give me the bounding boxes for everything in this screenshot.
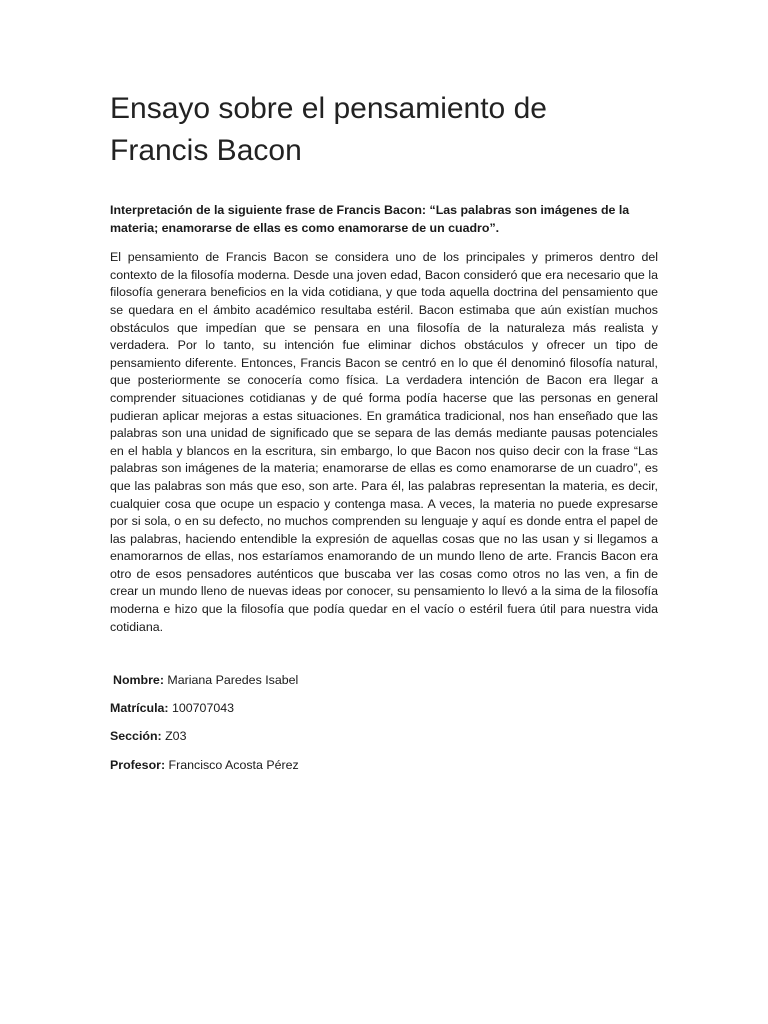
id-value: 100707043 bbox=[171, 701, 235, 716]
name-label: Nombre: bbox=[113, 673, 164, 688]
id-label: Matrícula: bbox=[110, 701, 169, 716]
id-field bbox=[110, 700, 658, 718]
teacher-label: Profesor: bbox=[110, 757, 166, 772]
section-field bbox=[110, 728, 658, 746]
teacher-field bbox=[110, 757, 658, 775]
student-info bbox=[110, 672, 658, 774]
document-page bbox=[110, 88, 658, 785]
section-label: Sección: bbox=[110, 729, 162, 744]
section-value: Z03 bbox=[165, 729, 187, 744]
document-body: El pensamiento de Francis Bacon se considera uno de los principales y primeros dentro del contexto de la filosofía moderna. Desde una joven edad, Bacon consideró que era necesario que la filosofía generara beneficios en la vida cotidiana, y que toda aquella doctrina del pensamiento que se quedara en el ámbito académico resultaba estéril. Bacon estimaba que aún existían muchos obstáculos que impedían que se pensara en una filosofía de la naturaleza más realista y verdadera. Por lo tanto, su intención fue eliminar dichos obstáculos y ofrecer un tipo de pensamiento diferente. Entonces, Francis Bacon se centró en lo que él denominó filosofía natural, que posteriormente se conocería como física. La verdadera intención de Bacon era llegar a comprender situaciones cotidianas y de qué forma podía hacerse que las personas en general pudieran aplicar mejoras a estas situaciones. En gramática tradicional, nos han enseñado que las palabras son una unidad de significado que se separa de las demás mediante pausas potenciales en el habla y blancos en la escritura, sin embargo, lo que Bacon nos quiso decir con la frase “Las palabras son imágenes de la materia; enamorarse de ellas es como enamorarse de un cuadro”, es que las palabras son más que eso, son arte. Para él, las palabras representan la materia, es decir, cualquier cosa que ocupe un espacio y contenga masa. A veces, la materia no puede expresarse por si sola, o en su defecto, no muchos comprenden su lenguaje y aquí es donde entra el papel de las palabras, haciendo entendible la expresión de aquellas cosas que no las usan y si llegamos a enamorarnos de ellas, nos estaríamos enamorando de un mundo lleno de arte. Francis Bacon era otro de esos pensadores auténticos que buscaba ver las cosas como otros no las ven, a fin de crear un mundo lleno de nuevas ideas por conocer, su pensamiento lo llevó a la sima de la filosofía moderna e hizo que la filosofía que podía quedar en el vacío o estéril fuera útil para nuestra vida cotidiana. bbox=[110, 250, 658, 634]
title-line-2: Francis Bacon bbox=[110, 134, 302, 167]
document-subtitle: Interpretación de la siguiente frase de Francis Bacon: “Las palabras son imágenes de la materia; enamorarse de ellas es como enamorarse de un cuadro”. bbox=[110, 203, 630, 235]
name-value: Mariana Paredes Isabel bbox=[167, 673, 299, 688]
name-field bbox=[110, 672, 658, 690]
document-title bbox=[110, 88, 658, 172]
teacher-value: Francisco Acosta Pérez bbox=[168, 757, 299, 772]
title-line-1: Ensayo sobre el pensamiento de bbox=[110, 92, 547, 125]
